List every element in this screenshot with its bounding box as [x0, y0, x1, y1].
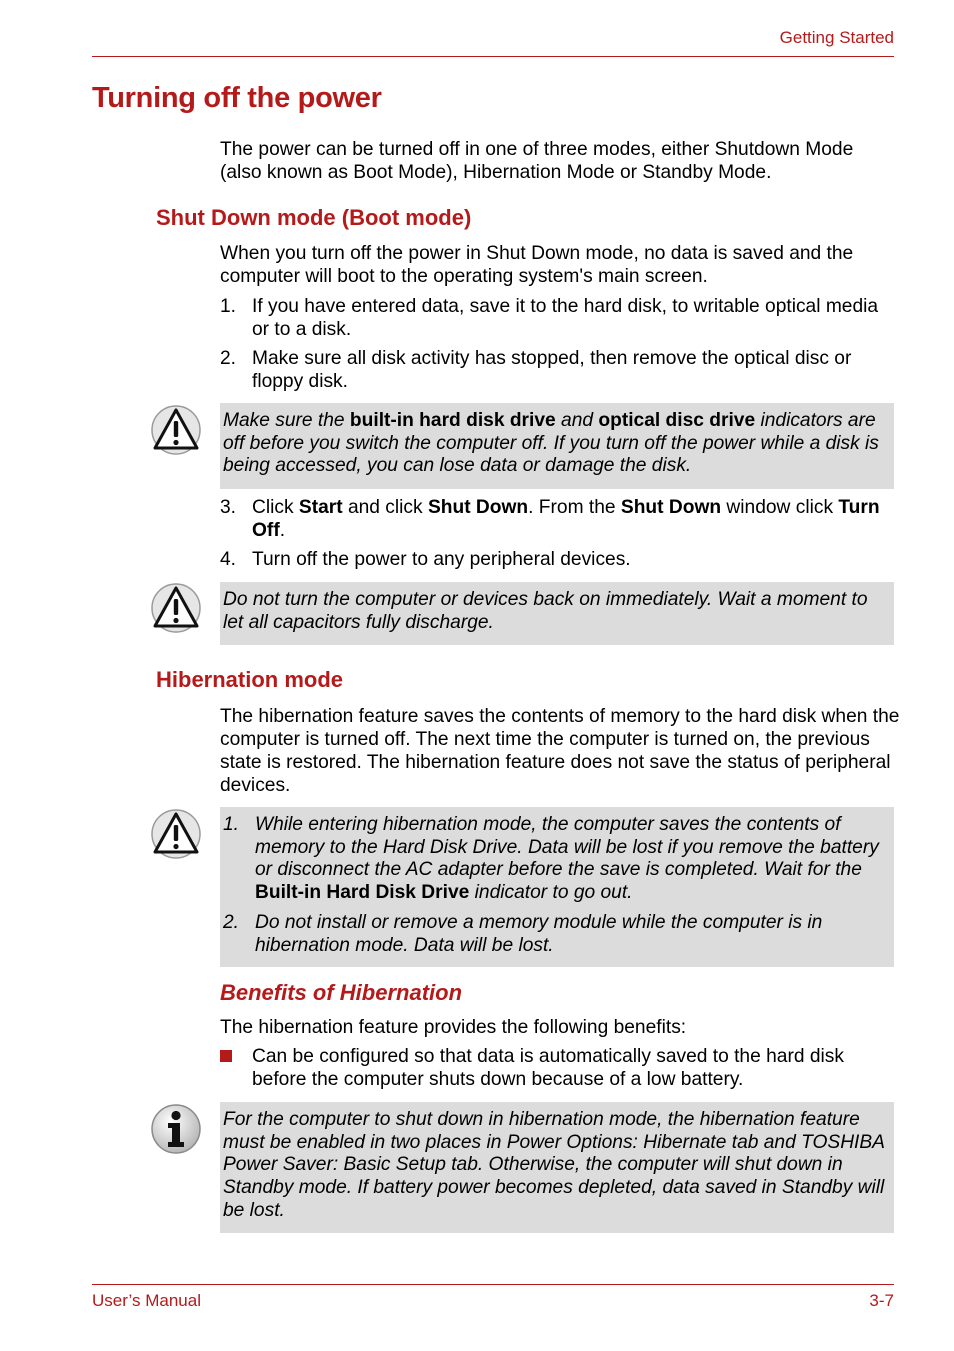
list-text: Make sure all disk activity has stopped, then remove the optical disc or floppy disk. [252, 348, 852, 392]
running-header: Getting Started [779, 28, 894, 47]
note-list-item: 2. Do not install or remove a memory module while the computer is in hibernation mode. Data will be lost. [223, 911, 823, 956]
benefits-heading: Benefits of Hibernation [220, 980, 463, 1005]
caution-icon [150, 582, 202, 634]
list-number: 1. [220, 296, 237, 317]
caution-text: Make sure the built-in hard disk drive and optical disc drive indicators are off before you switch the computer off. If you turn off the power while a disk is being accessed, you can lose data or damage the disk. [223, 410, 879, 477]
bullet-text: Can be configured so that data is automatically saved to the hard disk before the computer shuts down because of a low battery. [252, 1046, 844, 1090]
caution-icon [150, 404, 202, 456]
list-number: 4. [220, 549, 237, 570]
info-text: For the computer to shut down in hibernation mode, the hibernation feature must be enabled in two places in Power Options: Hibernate tab and TOSHIBA Power Saver: Basic Setup tab. Otherwise, the computer will shut down in Standby mode. If battery power becomes depleted, data saved in Standby will be lost. [223, 1109, 885, 1221]
header-rule [92, 56, 894, 57]
footer-rule [92, 1284, 894, 1285]
page-number: 3-7 [869, 1291, 894, 1310]
caution-text [223, 814, 891, 957]
caution-note [220, 807, 894, 967]
note-list-item: 1. While entering hibernation mode, the computer saves the contents of memory to the Hard Disk Drive. Data will be lost if you remove the battery or disconnect the AC adapter before the save is completed. Wait for the Built-in Hard Disk Drive indicator to go out. [223, 814, 879, 904]
info-icon [150, 1103, 202, 1155]
page-title: Turning off the power [92, 82, 382, 114]
shutdown-paragraph: When you turn off the power in Shut Down mode, no data is saved and the computer will boot to the operating system's main screen. [220, 243, 854, 287]
intro-paragraph: The power can be turned off in one of three modes, either Shutdown Mode (also known as Boot Mode), Hibernation Mode or Standby Mode. [220, 139, 854, 183]
list-text: Turn off the power to any peripheral devices. [252, 549, 631, 570]
list-text: Click Start and click Shut Down. From the Shut Down window click Turn Off. [252, 497, 880, 541]
list-number: 2. [220, 348, 237, 369]
list-text: If you have entered data, save it to the hard disk, to writable optical media or to a disk. [252, 296, 879, 340]
caution-note [220, 403, 894, 489]
square-bullet-icon [220, 1050, 232, 1062]
caution-note [220, 582, 894, 645]
shutdown-heading: Shut Down mode (Boot mode) [156, 205, 472, 230]
hibernation-heading: Hibernation mode [156, 667, 344, 692]
benefits-paragraph: The hibernation feature provides the following benefits: [220, 1017, 687, 1038]
hibernation-paragraph: The hibernation feature saves the contents of memory to the hard disk when the computer is turned off. The next time the computer is turned on, the previous state is restored. The hibernation feature does not save the status of peripheral devices. [220, 706, 900, 796]
list-number: 3. [220, 497, 237, 518]
info-note [220, 1102, 894, 1233]
caution-text: Do not turn the computer or devices back on immediately. Wait a moment to let all capacitors fully discharge. [223, 589, 868, 633]
footer-manual-name: User’s Manual [92, 1291, 201, 1310]
caution-icon [150, 808, 202, 860]
